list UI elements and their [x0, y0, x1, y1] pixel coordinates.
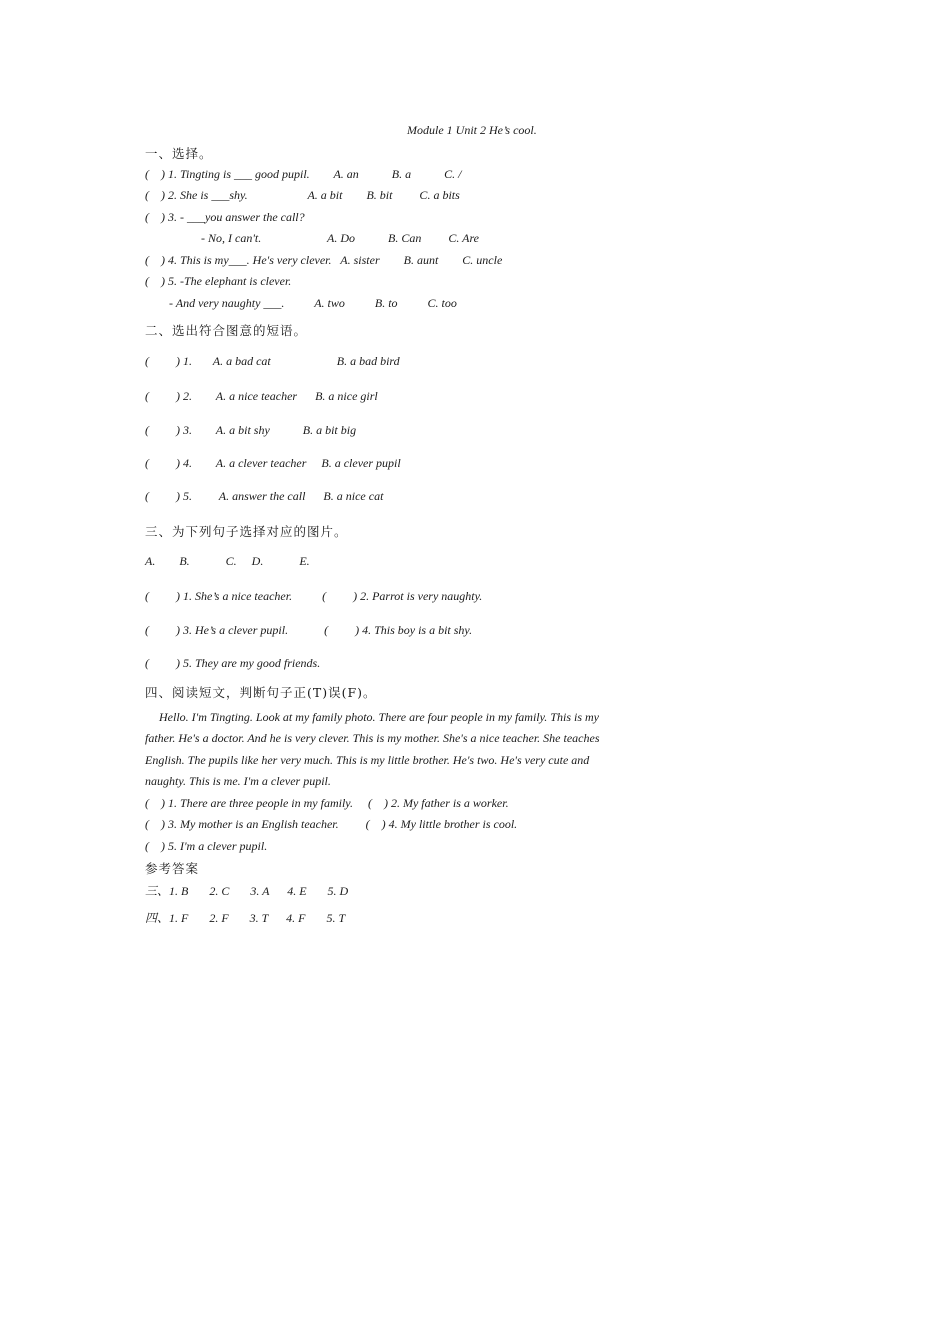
question-line: - No, I can't. A. Do B. Can C. Are [201, 231, 480, 245]
picture-options: A. B. C. D. E. [145, 554, 310, 568]
question-line: ( ) 1. There are three people in my family. ( ) 2. My father is a worker. [145, 796, 509, 810]
passage-line: Hello. I'm Tingting. Look at my family photo. There are four people in my family. This is my [159, 710, 599, 724]
question-line: ( ) 5. -The elephant is clever. [145, 274, 292, 288]
question-line: - And very naughty ___. A. two B. to C. too [169, 296, 457, 310]
section-4-heading: 四、阅读短文，判断句子正(T)误(F)。 [145, 685, 377, 700]
answer-line-section-4: 四、1. F 2. F 3. T 4. F 5. T [145, 911, 346, 925]
question-line: ( ) 5. They are my good friends. [145, 656, 321, 670]
passage-line: father. He's a doctor. And he is very clever. This is my mother. She's a nice teacher. She teaches [145, 731, 600, 745]
question-line: ( ) 3. My mother is an English teacher. ( ) 4. My little brother is cool. [145, 817, 518, 831]
page-title: Module 1 Unit 2 He’s cool. [407, 123, 537, 137]
question-line: ( ) 2. She is ___shy. A. a bit B. bit C. a bits [145, 188, 460, 202]
question-line: ( ) 4. A. a clever teacher B. a clever pupil [145, 456, 401, 470]
section-2-heading: 二、选出符合图意的短语。 [145, 323, 308, 338]
passage-line: naughty. This is me. I'm a clever pupil. [145, 774, 331, 788]
question-line: ( ) 3. - ___you answer the call? [145, 210, 305, 224]
question-line: ( ) 1. She’s a nice teacher. ( ) 2. Parrot is very naughty. [145, 589, 483, 603]
answer-line-section-3: 三、1. B 2. C 3. A 4. E 5. D [145, 884, 349, 898]
passage-line: English. The pupils like her very much. This is my little brother. He's two. He's very cute and [145, 753, 590, 767]
question-line: ( ) 5. A. answer the call B. a nice cat [145, 489, 384, 503]
answer-key-heading: 参考答案 [145, 861, 200, 876]
section-3-heading: 三、为下列句子选择对应的图片。 [145, 524, 348, 539]
question-line: ( ) 3. He’s a clever pupil. ( ) 4. This boy is a bit shy. [145, 623, 473, 637]
question-line: ( ) 4. This is my___. He's very clever. A. sister B. aunt C. uncle [145, 253, 503, 267]
question-line: ( ) 2. A. a nice teacher B. a nice girl [145, 389, 378, 403]
section-1-heading: 一、选择。 [145, 146, 213, 161]
question-line: ( ) 1. Tingting is ___ good pupil. A. an B. a C. / [145, 167, 462, 181]
question-line: ( ) 1. A. a bad cat B. a bad bird [145, 354, 400, 368]
question-line: ( ) 5. I'm a clever pupil. [145, 839, 268, 853]
question-line: ( ) 3. A. a bit shy B. a bit big [145, 423, 357, 437]
